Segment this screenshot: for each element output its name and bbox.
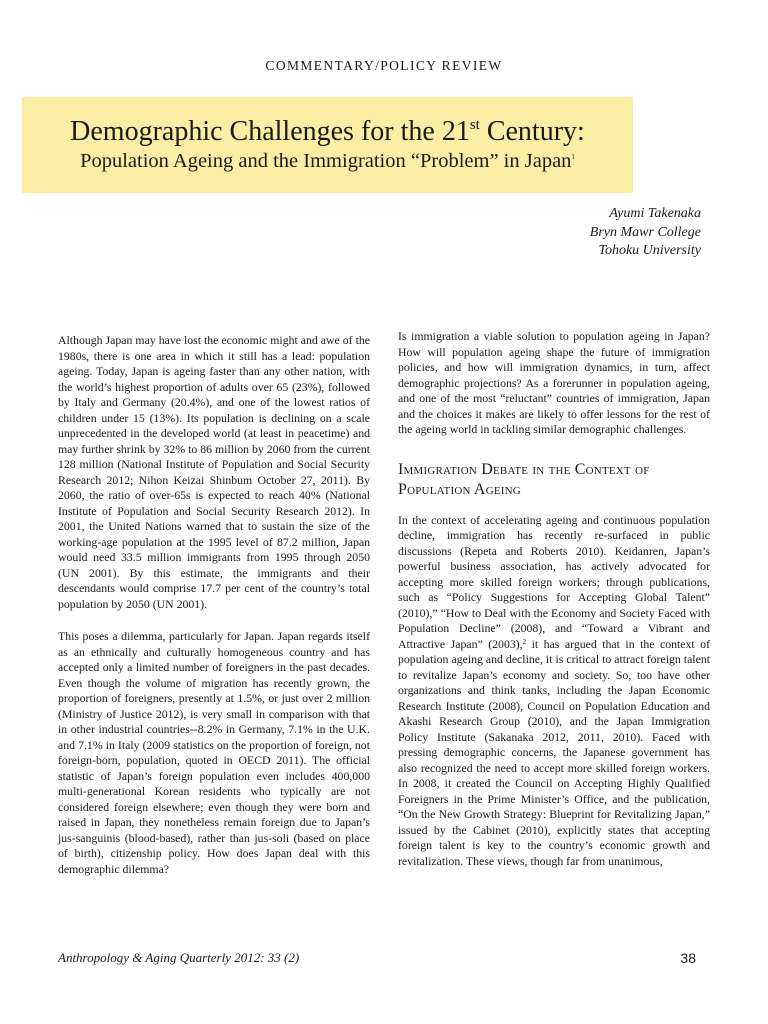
article-title [22, 117, 633, 147]
author-block [590, 205, 701, 261]
right-column [398, 329, 710, 886]
title-ordinal-superscript: st [469, 117, 480, 133]
section-kicker: COMMENTARY/POLICY REVIEW [265, 58, 503, 73]
title-main-prefix: Demographic Challenges for the 21 [70, 116, 470, 147]
paragraph-text: In the context of accelerating ageing and continuous population decline, immigration has recently re-surfaced in public discussions (Repeta and Roberts 2010). Keidanren, Japan’s powerful business association, has actively advocated for accepting more skilled foreign workers; through publications, such as “Policy Suggestions for Accepting Global Talent” (2010),” “How to Deal with the Economy and Society Faced with Population Decline” (2008), and “Toward a Vibrant and Attractive Japan” (2003), [398, 512, 710, 651]
author-affiliation: Bryn Mawr College [589, 224, 701, 240]
subtitle-text: Population Ageing and the Immigration “Problem” in Japan [80, 150, 572, 172]
title-main-suffix: Century: [479, 116, 585, 147]
body-paragraph [398, 513, 710, 870]
body-paragraph: This poses a dilemma, particularly for Japan. Japan regards itself as an ethnically and culturally homogeneous country and has accepted only a limited number of foreigners in the past decades. Even though the volume of migration has recently grown, the proportion of foreigners, presently at 1.5%, or just over 2 million (Ministry of Justice 2012), is very small in comparison with that in other industrial countries--8.2% in Germany, 7.1% in the U.K. and 7.1% in Italy (2009 statistics on the proportion of foreign, not foreign-born, population, quoted in OECD 2011). The official statistic of Japan’s foreign population even includes 400,000 multi-generational Korean residents who typically are not considered foreign elsewhere; even though they were born and raised in Japan, they nonetheless remain foreign due to Japan’s jus-sanguinis (blood-based), rather than jus-soli (based on place of birth), citizenship policy. How does Japan deal with this demographic dilemma? [58, 629, 370, 876]
footnote-marker-1[interactable]: 1 [571, 153, 575, 161]
body-paragraph: Is immigration a viable solution to population ageing in Japan? How will population ageing shape the future of immigration policies, and how will immigration dynamics, in turn, affect demographic projections? As a forerunner in population ageing, and one of the most “reluctant” countries of immigration, Japan and the choices it makes are likely to offer lessons for the rest of the ageing world in tackling similar demographic challenges. [398, 329, 710, 436]
body-paragraph: Although Japan may have lost the economic might and awe of the 1980s, there is one area in which it still has a lead: population ageing. Today, Japan is ageing faster than any other nation, with the world’s highest proportion of adults over 65 (23%), followed by Italy and Germany (20.4%), and one of the lowest ratios of children under 15 (13%). Its population is declining on a scale unprecedented in the developed world (at least in peacetime) and may further shrink by 32% to 86 million by 2060 from the current 128 million (National Institute of Population and Social Security Research 2012; Nihon Keizai Shinbum October 27, 2011). By 2060, the ratio of over-65s is expected to reach 40% (National Institute of Population and Social Security Research 2012). In 2001, the United Nations warned that to sustain the size of the working-age population at the 1995 level of 87.2 million, Japan would need 33.5 million immigrants from 1995 through 2050 (UN 2001). By this estimate, the immigrants and their descendants would comprise 17.7 per cent of the country’s total population by 2050 (UN 2001). [58, 333, 370, 611]
page-number: 38 [680, 950, 696, 966]
article-subtitle [22, 148, 633, 174]
journal-citation: Anthropology & Aging Quarterly 2012: 33 (2) [58, 950, 300, 965]
left-column [58, 333, 370, 894]
author-name: Ayumi Takenaka [609, 206, 701, 221]
paragraph-text: it has argued that in the context of population ageing and decline, it is critical to attract foreign talent to revitalize Japan’s economy and society. So, too have other organizations and think tanks, including the Japan Economic Research Institute (2008), Council on Population Education and Akashi Research Group (2010), and the Japan Immigration Policy Institute (Sakanaka 2012, 2011, 2010). Faced with pressing demographic concerns, the Japanese government has also recognized the need to accept more skilled foreign workers. In 2008, it created the Council on Accepting Highly Qualified Foreigners in the Prime Minister’s Office, and the publication, “On the New Growth Strategy: Blueprint for Revitalizing Japan,” issued by the Cabinet (2010), explicitly states that accepting foreign talent is key to the country’s economic growth and revitalization. These views, though far from unanimous, [398, 636, 710, 868]
footnote-marker-2[interactable]: 2 [522, 637, 527, 646]
author-affiliation: Tohoku University [598, 243, 701, 258]
section-heading: Immigration Debate in the Context of Population Ageing [398, 460, 650, 498]
title-banner [22, 97, 633, 193]
